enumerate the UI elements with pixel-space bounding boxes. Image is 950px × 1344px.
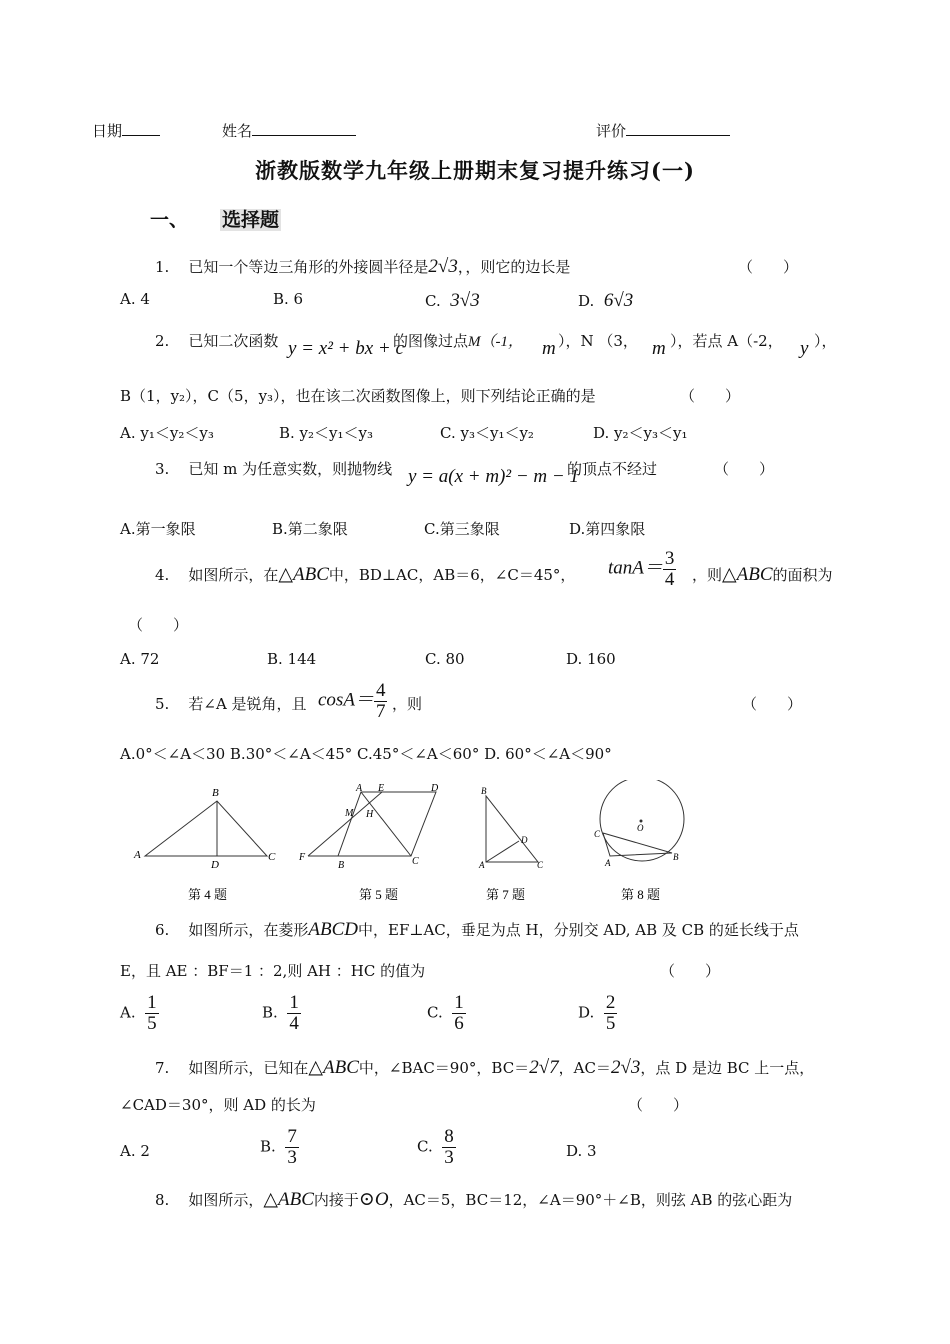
q6-option-d xyxy=(578,993,617,1034)
q2-option-b: B. y₂＜y₁＜y₃ xyxy=(279,424,374,442)
fig5-label-d: D xyxy=(431,783,439,794)
q4-option-c: C. 80 xyxy=(425,650,465,668)
q8-triangle: △ABC xyxy=(263,1189,314,1210)
q6-option-c-fraction xyxy=(452,993,466,1034)
page-title: 浙教版数学九年级上册期末复习提升练习(一) xyxy=(255,158,695,183)
q7-line2: ∠CAD＝30°，则 AD 的长为 xyxy=(120,1096,316,1114)
q1-number: 1. xyxy=(155,258,170,276)
q1-option-d-label: D. xyxy=(578,292,595,310)
q8-text-a: 如图所示， xyxy=(188,1191,264,1209)
q8-text-c: ，AC＝5，BC＝12，∠A＝90°＋∠B，则弦 AB 的弦心距为 xyxy=(388,1191,793,1209)
q6-text-a: 如图所示，在菱形 xyxy=(188,921,309,939)
q6-option-c xyxy=(427,993,466,1034)
date-label: 日期 xyxy=(92,122,123,140)
q2-stem xyxy=(155,330,278,351)
q7-text-c: ，AC＝ xyxy=(558,1059,611,1077)
eval-field xyxy=(596,120,730,141)
q1-stem xyxy=(155,256,570,278)
fig5-rhombus xyxy=(338,792,436,856)
q7-option-c-label: C. xyxy=(417,1137,433,1156)
q6-answer-paren: （ ） xyxy=(660,962,721,980)
q7-option-b-label: B. xyxy=(260,1137,276,1156)
fig5-label-e: E xyxy=(378,783,385,794)
q2-answer-paren: （ ） xyxy=(680,387,741,405)
q6-option-a-num: 1 xyxy=(147,992,157,1013)
q7-text-a: 如图所示，已知在 xyxy=(188,1059,309,1077)
q2-option-a: A. y₁＜y₂＜y₃ xyxy=(120,424,214,442)
fig7-label-a: A xyxy=(479,860,485,870)
q4-triangle-2: △ABC xyxy=(722,564,773,585)
fig5-line-ef xyxy=(308,792,382,856)
fig5-label-h: H xyxy=(366,809,374,820)
date-field xyxy=(92,120,160,141)
q7-option-b-fraction xyxy=(285,1127,299,1168)
name-field xyxy=(222,120,356,141)
fig4-label-c: C xyxy=(268,851,276,863)
q6-option-c-num: 1 xyxy=(454,992,464,1013)
fig8-label-b: B xyxy=(673,852,679,862)
q4-tan-denominator: 4 xyxy=(664,569,675,590)
q7-text-d: ，点 D 是边 BC 上一点， xyxy=(640,1059,815,1077)
q6-option-d-fraction xyxy=(604,993,618,1034)
q4-triangle: △ABC xyxy=(278,564,329,585)
q7-option-c xyxy=(417,1127,456,1168)
fig4-label-b: B xyxy=(212,787,219,799)
q5-stem xyxy=(155,693,307,714)
name-blank xyxy=(252,121,356,136)
q2-m1: m xyxy=(542,338,556,359)
fig5-label-c: C xyxy=(412,856,419,867)
q8-stem xyxy=(155,1188,792,1211)
q2-option-c: C. y₃＜y₁＜y₂ xyxy=(440,424,534,442)
q2-y1: y xyxy=(800,338,809,359)
q5-cos-fraction xyxy=(374,681,388,722)
q6-option-a xyxy=(120,993,159,1034)
q1-text-b: ，，则它的边长是 xyxy=(457,258,571,276)
q7-option-b xyxy=(260,1127,299,1168)
q3-formula: y = a(x + m)² − m − 1 xyxy=(408,466,579,487)
q1-option-d xyxy=(578,290,633,312)
q6-option-d-den: 5 xyxy=(605,1013,616,1034)
q4-stem-end xyxy=(692,563,833,586)
q4-text-a: 如图所示，在 xyxy=(188,566,279,584)
q7-option-c-fraction xyxy=(442,1127,456,1168)
q7-answer-paren: （ ） xyxy=(628,1096,689,1114)
q7-text-b: 中，∠BAC＝90°，BC＝ xyxy=(358,1059,530,1077)
q4-text-b: 中，BD⊥AC，AB＝6，∠C＝45°， xyxy=(328,566,576,584)
fig5-label-m: M xyxy=(345,808,354,819)
q6-number: 6. xyxy=(155,921,170,939)
figure-7 xyxy=(486,796,538,862)
q2-points xyxy=(393,330,523,351)
fig7-caption: 第 7 题 xyxy=(486,887,526,902)
q4-option-a: A. 72 xyxy=(120,650,160,668)
section-number: 一、 xyxy=(150,209,189,231)
name-label: 姓名 xyxy=(222,122,253,140)
fig5-label-b: B xyxy=(338,860,345,871)
figure-4 xyxy=(145,801,267,856)
q2-close: ）， xyxy=(814,332,837,350)
fig4-caption: 第 4 题 xyxy=(188,887,228,902)
fig7-label-c: C xyxy=(537,860,544,870)
q7-number: 7. xyxy=(155,1059,170,1077)
q4-stem xyxy=(155,563,575,586)
fig5-caption: 第 5 题 xyxy=(359,887,399,902)
q4-tan-label: tanA＝ xyxy=(608,557,663,579)
q5-text-b: ，则 xyxy=(392,695,423,713)
q7-triangle: △ABC xyxy=(308,1057,359,1078)
fig7-triangle xyxy=(486,796,538,862)
q1-answer-paren: （ ） xyxy=(738,258,799,276)
figures-row xyxy=(120,780,880,910)
q1-text-a: 已知一个等边三角形的外接圆半径是 xyxy=(188,258,429,276)
q1-option-c-label: C. xyxy=(425,292,441,310)
fig8-label-o: O xyxy=(637,823,644,833)
q6-option-a-label: A. xyxy=(120,1003,136,1022)
q5-cos xyxy=(318,681,387,722)
fig7-segment-ad xyxy=(486,841,519,862)
fig5-label-a: A xyxy=(356,783,363,794)
q2-m2: m xyxy=(652,338,666,359)
q3-answer-paren: （ ） xyxy=(714,460,775,478)
q7-bc-value: 2√7 xyxy=(529,1057,559,1078)
q5-cos-numerator: 4 xyxy=(375,680,386,701)
q3-option-a: A.第一象限 xyxy=(120,520,196,538)
q3-option-d: D.第四象限 xyxy=(569,520,646,538)
q5-text-a: 若∠A 是锐角，且 xyxy=(188,695,307,713)
section-title-text: 选择题 xyxy=(222,209,280,231)
q3-option-b: B.第二象限 xyxy=(272,520,348,538)
q2-number: 2. xyxy=(155,332,170,350)
q2-formula: y = x² + bx + c xyxy=(288,338,404,359)
q6-option-a-fraction xyxy=(145,993,159,1034)
eval-blank xyxy=(626,121,730,136)
fig7-label-d: D xyxy=(521,835,528,845)
q2-option-d: D. y₂＜y₃＜y₁ xyxy=(593,424,688,442)
q5-cos-label: cosA＝ xyxy=(318,689,374,711)
date-blank xyxy=(122,121,160,136)
q1-option-d-value: 6√3 xyxy=(603,290,634,311)
q1-option-c xyxy=(425,290,480,312)
q1-option-c-value: 3√3 xyxy=(450,290,480,311)
fig8-label-c: C xyxy=(594,829,601,839)
q5-number: 5. xyxy=(155,695,170,713)
q7-option-a: A. 2 xyxy=(120,1142,150,1160)
fig4-triangle xyxy=(145,801,267,856)
q2-line2: B（1，y₂），C（5，y₃），也在该二次函数图像上，则下列结论正确的是 xyxy=(120,387,596,405)
q6-line2: E，且 AE ：BF＝1 ：2,则 AH ：HC 的值为 xyxy=(120,962,426,980)
q4-text-d: 的面积为 xyxy=(772,566,833,584)
q6-stem xyxy=(155,919,799,941)
q1-radius: 2√3 xyxy=(428,256,458,277)
q6-option-b-fraction xyxy=(287,993,301,1034)
fig7-label-b: B xyxy=(481,786,487,796)
section-title xyxy=(220,205,281,232)
q5-options: A.0°＜∠A＜30 B.30°＜∠A＜45° C.45°＜∠A＜60° D. 60°＜∠A＜90° xyxy=(120,745,612,763)
q6-option-b-num: 1 xyxy=(289,992,299,1013)
figure-5 xyxy=(308,792,436,856)
eval-label: 评价 xyxy=(596,122,627,140)
q3-stem xyxy=(155,458,392,479)
q1-option-a: A. 4 xyxy=(120,290,150,308)
q3-text-b: 的顶点不经过 xyxy=(567,460,658,478)
q4-option-b: B. 144 xyxy=(267,650,317,668)
q2-text-b: 的图像过点 xyxy=(393,332,469,350)
q3-option-c: C.第三象限 xyxy=(424,520,500,538)
q6-option-b-label: B. xyxy=(262,1003,278,1022)
q4-tan-fraction xyxy=(663,549,677,590)
q1-option-b: B. 6 xyxy=(273,290,304,308)
q6-option-c-den: 6 xyxy=(454,1013,464,1034)
q6-option-c-label: C. xyxy=(427,1003,443,1022)
q6-text-b: 中，EF⊥AC，垂足为点 H，分别交 AD, AB 及 CB 的延长线于点 xyxy=(358,921,799,939)
fig5-diagonal-ac xyxy=(361,792,411,856)
q6-option-d-label: D. xyxy=(578,1003,595,1022)
q6-shape: ABCD xyxy=(308,919,359,940)
q7-stem xyxy=(155,1056,814,1079)
q6-option-d-num: 2 xyxy=(605,992,616,1013)
q7-option-b-den: 3 xyxy=(287,1147,297,1168)
q2-point-a: ），若点 A（-2， xyxy=(670,332,783,350)
fig4-label-a: A xyxy=(134,849,141,861)
q4-number: 4. xyxy=(155,566,170,584)
q7-option-d: D. 3 xyxy=(566,1142,597,1160)
q3-text-a: 已知 m 为任意实数，则抛物线 xyxy=(188,460,393,478)
q4-tan-numerator: 3 xyxy=(664,548,675,569)
q4-option-d: D. 160 xyxy=(566,650,616,668)
fig8-caption: 第 8 题 xyxy=(621,887,661,902)
q4-text-c: ，则 xyxy=(692,566,723,584)
q6-option-b xyxy=(262,993,301,1034)
q3-number: 3. xyxy=(155,460,170,478)
q7-option-c-num: 8 xyxy=(444,1126,454,1147)
q8-number: 8. xyxy=(155,1191,170,1209)
q6-option-b-den: 4 xyxy=(289,1013,299,1034)
q7-ac-value: 2√3 xyxy=(610,1057,641,1078)
fig5-label-f: F xyxy=(299,852,306,863)
q8-circle: ⊙O xyxy=(358,1189,389,1210)
q7-option-b-num: 7 xyxy=(287,1126,297,1147)
q4-answer-paren: （ ） xyxy=(128,616,189,634)
q5-cos-denominator: 7 xyxy=(375,701,386,722)
fig8-triangle xyxy=(603,833,672,856)
q8-text-b: 内接于 xyxy=(313,1191,359,1209)
fig4-label-d: D xyxy=(211,859,219,871)
q2-point-n: ），N （3， xyxy=(558,332,638,350)
q2-text-a: 已知二次函数 xyxy=(188,332,279,350)
q2-point-m: M（-1， xyxy=(468,334,524,350)
q5-answer-paren: （ ） xyxy=(742,695,803,713)
fig8-label-a: A xyxy=(605,858,611,868)
q7-option-c-den: 3 xyxy=(444,1147,454,1168)
q4-tan xyxy=(608,549,676,590)
q6-option-a-den: 5 xyxy=(147,1013,157,1034)
